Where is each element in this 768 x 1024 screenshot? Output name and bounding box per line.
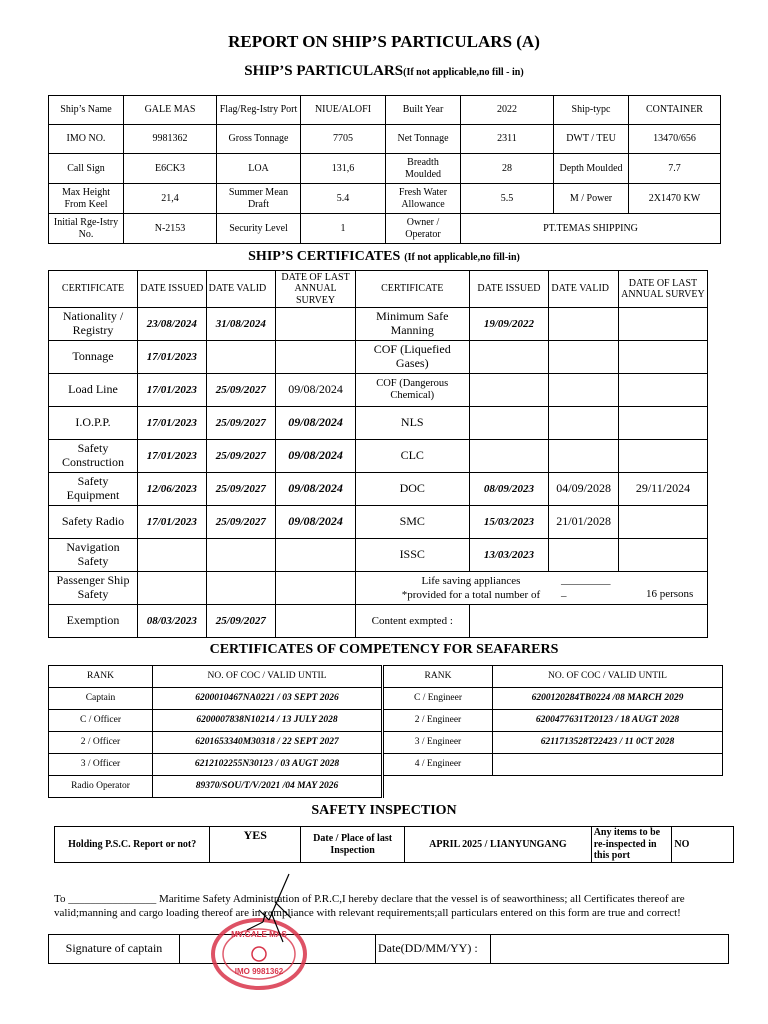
date-field[interactable] [491, 935, 729, 964]
cell: 28 [461, 154, 554, 184]
signature-label: Signature of captain [49, 935, 180, 964]
cell: Owner / Operator [386, 214, 461, 244]
cell: 131,6 [301, 154, 386, 184]
coc-number: 6211713528T22423 / 11 0CT 2028 [493, 732, 723, 754]
date-valid [206, 341, 276, 374]
rank: 2 / Engineer [383, 710, 493, 732]
cell: Fresh Water Allowance [386, 184, 461, 214]
certificates-title: SHIP’S CERTIFICATES [248, 249, 401, 264]
cell: M / Power [554, 184, 629, 214]
date-valid [549, 341, 619, 374]
date-issued [138, 539, 207, 572]
cert-name: COF (Dangerous Chemical) [355, 374, 469, 407]
certificate-row [49, 341, 708, 374]
lsa-line2: *provided for a total number of [401, 589, 541, 601]
coc-number: 6200477631T20123 / 18 AUGT 2028 [493, 710, 723, 732]
header-cell: RANK [49, 666, 153, 688]
date-valid [206, 572, 276, 605]
header-cell: DATE OF LAST ANNUAL SURVEY [276, 271, 356, 308]
cell: Ship-typc [554, 96, 629, 125]
certificate-row [49, 473, 708, 506]
cell: 7705 [301, 125, 386, 154]
rank: Captain [49, 688, 153, 710]
cert-name: Safety Equipment [49, 473, 138, 506]
owner-cell: PT.TEMAS SHIPPING [461, 214, 721, 244]
particulars-row [49, 154, 721, 184]
header-cell: CERTIFICATE [355, 271, 469, 308]
cell: 5.5 [461, 184, 554, 214]
certificate-row [49, 374, 708, 407]
cert-name: SMC [355, 506, 469, 539]
cell: Net Tonnage [386, 125, 461, 154]
cell: Depth Moulded [554, 154, 629, 184]
certificate-row [49, 440, 708, 473]
date-valid [549, 407, 619, 440]
date-survey: 09/08/2024 [276, 407, 356, 440]
cert-name: CLC [355, 440, 469, 473]
rank: Radio Operator [49, 776, 153, 798]
date-survey: 09/08/2024 [276, 473, 356, 506]
header-cell: DATE OF LAST ANNUAL SURVEY [618, 271, 707, 308]
signature-table [48, 934, 729, 964]
particulars-row [49, 214, 721, 244]
coc-number: 6200007838N10214 / 13 JULY 2028 [153, 710, 383, 732]
date-label: Date(DD/MM/YY) : [376, 935, 491, 964]
rank: 3 / Engineer [383, 732, 493, 754]
date-valid: 04/09/2028 [549, 473, 619, 506]
competency-row [49, 732, 723, 754]
header-cell: NO. OF COC / VALID UNTIL [153, 666, 383, 688]
cell: Flag/Reg-Istry Port [217, 96, 301, 125]
certificates-heading [0, 247, 768, 265]
inspection-heading: SAFETY INSPECTION [311, 803, 457, 818]
competency-row [49, 710, 723, 732]
cell: 2X1470 KW [629, 184, 721, 214]
cert-name: Safety Radio [49, 506, 138, 539]
date-survey [276, 572, 356, 605]
date-issued: 12/06/2023 [138, 473, 207, 506]
date-valid: 25/09/2027 [206, 440, 276, 473]
header-cell: NO. OF COC / VALID UNTIL [493, 666, 723, 688]
signature-row [49, 935, 729, 964]
certificate-row [49, 506, 708, 539]
certificate-row [49, 407, 708, 440]
particulars-heading [0, 62, 768, 80]
cell: 5.4 [301, 184, 386, 214]
date-issued: 17/01/2023 [138, 374, 207, 407]
reinspect-value: NO [672, 827, 734, 863]
date-valid [549, 440, 619, 473]
competency-row [49, 688, 723, 710]
particulars-row [49, 96, 721, 125]
cell: Breadth Moulded [386, 154, 461, 184]
coc-number: 6201653340M30318 / 22 SEPT 2027 [153, 732, 383, 754]
date-issued: 08/03/2023 [138, 605, 207, 638]
date-valid: 25/09/2027 [206, 605, 276, 638]
date-survey [618, 440, 707, 473]
cell: E6CK3 [124, 154, 217, 184]
cert-name: NLS [355, 407, 469, 440]
declaration-text: To ________________ Maritime Safety Administration of P.R.C,I hereby declare that the vessel is of seaworthiness; all Certificates thereof are valid;manning and cargo loading thereof are in compliance with relevant requirements;all particulars entered on this form are true and correct! [54, 893, 685, 919]
lsa-blank: _________ [560, 574, 611, 586]
particulars-note: (If not applicable,no fill - in) [403, 67, 524, 78]
date-issued: 17/01/2023 [138, 341, 207, 374]
cell: Summer Mean Draft [217, 184, 301, 214]
report-title: REPORT ON SHIP’S PARTICULARS (A) [228, 32, 540, 51]
cell: Ship’s Name [49, 96, 124, 125]
cell: LOA [217, 154, 301, 184]
cert-name: COF (Liquefied Gases) [355, 341, 469, 374]
particulars-row [49, 184, 721, 214]
date-issued [469, 341, 549, 374]
cert-name: Safety Construction [49, 440, 138, 473]
stamp-text-top: MV.GALE MAS [231, 930, 287, 939]
rank: 2 / Officer [49, 732, 153, 754]
date-survey [276, 308, 356, 341]
rank: C / Engineer [383, 688, 493, 710]
date-survey: 29/11/2024 [618, 473, 707, 506]
cell: Security Level [217, 214, 301, 244]
rank: 3 / Officer [49, 754, 153, 776]
date-survey [618, 308, 707, 341]
lsa-line1: Life saving appliances [421, 575, 521, 587]
coc-number [493, 754, 723, 776]
date-survey: 09/08/2024 [276, 440, 356, 473]
coc-number: 89370/SOU/T/V/2021 /04 MAY 2026 [153, 776, 383, 798]
date-valid [549, 308, 619, 341]
psc-label: Holding P.S.C. Report or not? [55, 827, 210, 863]
signature-stroke [255, 872, 295, 922]
cell: 2022 [461, 96, 554, 125]
date-survey [618, 539, 707, 572]
stamp-text-bottom: IMO 9981362 [234, 967, 284, 976]
date-issued [469, 374, 549, 407]
date-issued: 17/01/2023 [138, 407, 207, 440]
coc-number: 6200120284TB0224 /08 MARCH 2029 [493, 688, 723, 710]
date-issued: 08/09/2023 [469, 473, 549, 506]
certificates-header-row [49, 271, 708, 308]
lsa-blank2: _ [560, 586, 567, 598]
cert-name: Minimum Safe Manning [355, 308, 469, 341]
date-survey: 09/08/2024 [276, 374, 356, 407]
passenger-row [49, 572, 708, 605]
date-survey [276, 539, 356, 572]
coc-number: 6200010467NA0221 / 03 SEPT 2026 [153, 688, 383, 710]
date-valid: 31/08/2024 [206, 308, 276, 341]
coc-number: 6212102255N30123 / 03 AUGT 2028 [153, 754, 383, 776]
ship-stamp [207, 912, 317, 992]
header-cell: RANK [383, 666, 493, 688]
lsa-cell [355, 572, 707, 605]
certificates-table [48, 270, 708, 638]
last-inspection-value: APRIL 2025 / LIANYUNGANG [405, 827, 592, 863]
cell: GALE MAS [124, 96, 217, 125]
cell: 21,4 [124, 184, 217, 214]
date-valid: 25/09/2027 [206, 473, 276, 506]
cert-name: DOC [355, 473, 469, 506]
cert-name: I.O.P.P. [49, 407, 138, 440]
cell: NIUE/ALOFI [301, 96, 386, 125]
cell: Call Sign [49, 154, 124, 184]
cell: 2311 [461, 125, 554, 154]
date-survey [618, 341, 707, 374]
last-inspection-label: Date / Place of last Inspection [301, 827, 405, 863]
header-cell: DATE VALID [206, 271, 276, 308]
date-valid: 21/01/2028 [549, 506, 619, 539]
certificate-row [49, 308, 708, 341]
inspection-row [55, 827, 734, 863]
content-exempted-label: Content exmpted : [355, 605, 469, 638]
date-issued: 17/01/2023 [138, 506, 207, 539]
competency-row [49, 776, 723, 798]
content-exempted-value [469, 605, 707, 638]
cell: Gross Tonnage [217, 125, 301, 154]
particulars-title: SHIP’S PARTICULARS [244, 63, 404, 79]
date-survey [618, 374, 707, 407]
particulars-table [48, 95, 721, 244]
certificate-row [49, 539, 708, 572]
date-survey: 09/08/2024 [276, 506, 356, 539]
cell: Built Year [386, 96, 461, 125]
lsa-persons: 16 persons [645, 588, 694, 600]
date-issued: 19/09/2022 [469, 308, 549, 341]
cell: 13470/656 [629, 125, 721, 154]
cell: CONTAINER [629, 96, 721, 125]
header-cell: DATE VALID [549, 271, 619, 308]
date-valid: 25/09/2027 [206, 506, 276, 539]
date-valid: 25/09/2027 [206, 407, 276, 440]
competency-row [49, 754, 723, 776]
cert-name: Nationality / Registry [49, 308, 138, 341]
cell: IMO NO. [49, 125, 124, 154]
cell: N-2153 [124, 214, 217, 244]
coc-number [493, 776, 723, 798]
exemption-row [49, 605, 708, 638]
rank [383, 776, 493, 798]
header-cell: CERTIFICATE [49, 271, 138, 308]
certificates-note: (If not applicable,no fill-in) [404, 252, 520, 263]
cert-name: Tonnage [49, 341, 138, 374]
date-valid: 25/09/2027 [206, 374, 276, 407]
date-issued: 23/08/2024 [138, 308, 207, 341]
date-issued: 15/03/2023 [469, 506, 549, 539]
date-survey [618, 407, 707, 440]
date-valid [549, 539, 619, 572]
particulars-row [49, 125, 721, 154]
cert-name: Exemption [49, 605, 138, 638]
cert-name: ISSC [355, 539, 469, 572]
date-valid [206, 539, 276, 572]
date-issued: 17/01/2023 [138, 440, 207, 473]
cell: 7.7 [629, 154, 721, 184]
competency-header-row [49, 666, 723, 688]
cert-name: Load Line [49, 374, 138, 407]
date-issued [469, 440, 549, 473]
date-valid [549, 374, 619, 407]
date-survey [276, 605, 356, 638]
cell: DWT / TEU [554, 125, 629, 154]
cell: Max Height From Keel [49, 184, 124, 214]
psc-value: YES [210, 827, 301, 863]
cell: Initial Rge-Istry No. [49, 214, 124, 244]
header-cell: DATE ISSUED [138, 271, 207, 308]
date-issued: 13/03/2023 [469, 539, 549, 572]
date-issued [138, 572, 207, 605]
cert-name: Navigation Safety [49, 539, 138, 572]
date-survey [276, 341, 356, 374]
date-survey [618, 506, 707, 539]
inspection-table [54, 826, 734, 863]
cell: 9981362 [124, 125, 217, 154]
date-issued [469, 407, 549, 440]
reinspect-label: Any items to be re-inspected in this port [591, 827, 672, 863]
header-cell: DATE ISSUED [469, 271, 549, 308]
rank: C / Officer [49, 710, 153, 732]
cert-name: Passenger Ship Safety [49, 572, 138, 605]
rank: 4 / Engineer [383, 754, 493, 776]
competency-table [48, 665, 723, 798]
cell: 1 [301, 214, 386, 244]
competency-heading: CERTIFICATES OF COMPETENCY FOR SEAFARERS [209, 642, 559, 657]
